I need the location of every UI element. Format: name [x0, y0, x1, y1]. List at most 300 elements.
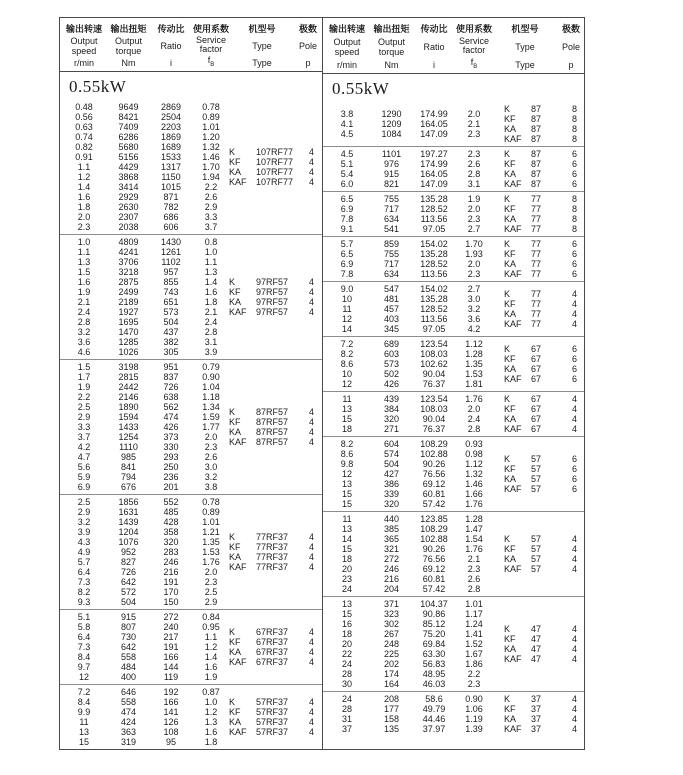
type-model: 57	[531, 474, 542, 484]
output-torque-cell: 204	[383, 584, 400, 594]
output-torque-cell: 730	[120, 632, 137, 642]
output-torque-cell: 1927	[118, 307, 139, 317]
service-factor-cell: 2.8	[467, 424, 481, 434]
type-model: 57	[531, 484, 542, 494]
power-section-label: 0.55kW	[69, 77, 127, 96]
output-speed-cell: 13	[78, 727, 89, 737]
type-model: 77	[531, 309, 542, 319]
power-section-label: 0.55kW	[332, 79, 390, 98]
output-torque-cell: 603	[383, 349, 400, 359]
table-row	[323, 294, 492, 304]
output-torque-cell: 1026	[118, 347, 139, 357]
spec-block	[60, 609, 322, 684]
ratio-cell: 174.99	[420, 109, 448, 119]
table-row	[60, 472, 229, 482]
ratio-cell: 192	[163, 687, 179, 697]
output-torque-cell: 541	[383, 224, 400, 234]
table-row	[323, 574, 492, 584]
table-row	[323, 349, 492, 359]
output-torque-cell: 319	[120, 737, 137, 747]
service-factor-cell: 1.32	[465, 469, 483, 479]
table-row	[60, 222, 229, 232]
output-torque-cell: 1594	[118, 412, 139, 422]
table-row	[323, 304, 492, 314]
type-model: 77RF37	[256, 552, 289, 562]
service-factor-cell: 1.35	[202, 537, 220, 547]
column-header-unit: p	[568, 60, 574, 70]
output-speed-cell: 3.8	[340, 109, 354, 119]
table-row	[60, 527, 229, 537]
ratio-cell: 104.37	[420, 599, 448, 609]
service-factor-cell: 3.1	[204, 337, 218, 347]
type-row	[492, 634, 584, 644]
table-row	[323, 169, 492, 179]
type-row	[492, 104, 584, 114]
column-header-zh: 传动比	[420, 24, 448, 34]
output-torque-cell: 484	[120, 662, 137, 672]
ratio-cell: 320	[163, 537, 179, 547]
pole-cell: 4	[571, 394, 577, 404]
type-prefix: KF	[504, 299, 516, 309]
type-prefix: K	[504, 194, 511, 204]
output-speed-cell: 16	[341, 619, 352, 629]
pole-cell: 4	[308, 427, 314, 437]
ratio-cell: 113.56	[420, 269, 448, 279]
output-speed-cell: 2.4	[77, 307, 91, 317]
type-row	[229, 147, 321, 157]
output-speed-cell: 4.5	[340, 129, 354, 139]
spec-block	[323, 191, 584, 236]
column-header-unit: $f_B$	[207, 55, 215, 68]
type-prefix: KF	[504, 704, 516, 714]
output-torque-cell: 2307	[118, 212, 139, 222]
output-torque-cell: 2929	[118, 192, 139, 202]
type-prefix: KF	[504, 464, 516, 474]
pole-cell: 4	[571, 554, 577, 564]
ratio-cell: 191	[163, 642, 179, 652]
output-torque-cell: 717	[383, 204, 400, 214]
ratio-cell: 76.37	[422, 424, 446, 434]
table-row	[323, 669, 492, 679]
table-row	[60, 697, 229, 707]
pole-cell: 6	[571, 169, 577, 179]
type-model: 77RF37	[256, 562, 289, 572]
column-header-en-line: Ratio	[160, 40, 182, 51]
table-row	[323, 149, 492, 159]
output-speed-cell: 11	[79, 717, 89, 727]
output-speed-cell: 1.5	[77, 362, 91, 372]
table-row	[323, 159, 492, 169]
type-model: 97RF57	[256, 277, 289, 287]
output-torque-cell: 2038	[118, 222, 139, 232]
table-row	[60, 112, 229, 122]
output-torque-cell: 7409	[118, 122, 139, 132]
ratio-cell: 76.56	[422, 469, 446, 479]
right-spec-table	[322, 18, 584, 749]
output-torque-cell: 385	[383, 524, 400, 534]
output-torque-cell: 1204	[118, 527, 139, 537]
table-row	[60, 172, 229, 182]
output-speed-cell: 6.5	[340, 194, 354, 204]
output-speed-cell: 20	[341, 564, 352, 574]
ratio-cell: 1015	[160, 182, 182, 192]
service-factor-cell: 1.4	[204, 277, 218, 287]
service-factor-cell: 2.6	[467, 159, 481, 169]
output-torque-cell: 1101	[381, 149, 402, 159]
output-torque-cell: 1209	[381, 119, 402, 129]
service-factor-cell: 1.76	[465, 499, 483, 509]
type-model: 87	[531, 114, 542, 124]
service-factor-cell: 2.4	[467, 414, 481, 424]
service-factor-cell: 2.5	[204, 587, 218, 597]
ratio-cell: 951	[163, 362, 179, 372]
output-speed-cell: 12	[341, 314, 352, 324]
type-row	[229, 277, 321, 287]
column-header-torque	[108, 22, 149, 68]
ratio-cell: 651	[163, 297, 179, 307]
type-prefix: KAF	[504, 134, 522, 144]
type-prefix: KA	[504, 259, 517, 269]
service-factor-cell: 1.1	[204, 257, 218, 267]
type-prefix: KA	[229, 167, 242, 177]
service-factor-cell: 0.90	[465, 694, 483, 704]
output-torque-cell: 547	[383, 284, 400, 294]
service-factor-cell: 3.0	[204, 462, 218, 472]
spec-block	[323, 236, 584, 281]
output-speed-cell: 9.3	[77, 597, 91, 607]
service-factor-cell: 3.2	[204, 472, 218, 482]
output-torque-cell: 2189	[118, 297, 139, 307]
output-torque-cell: 302	[383, 619, 400, 629]
data-rows	[323, 109, 492, 139]
ratio-cell: 201	[163, 482, 179, 492]
type-model: 77	[531, 249, 542, 259]
type-model: 77	[531, 269, 542, 279]
output-torque-cell: 558	[120, 697, 137, 707]
output-torque-cell: 474	[120, 707, 137, 717]
output-speed-cell: 14	[341, 324, 352, 334]
spec-blocks	[323, 102, 584, 736]
output-speed-cell: 18	[341, 629, 352, 639]
pole-cell: 8	[571, 114, 577, 124]
table-row	[323, 564, 492, 574]
data-rows	[323, 194, 492, 234]
type-row	[492, 724, 584, 734]
service-factor-cell: 1.39	[465, 724, 483, 734]
table-row	[323, 359, 492, 369]
type-model: 67	[531, 354, 542, 364]
ratio-cell: 428	[163, 517, 179, 527]
service-factor-cell: 0.87	[202, 687, 220, 697]
service-factor-cell: 2.8	[467, 169, 481, 179]
service-factor-cell: 2.8	[467, 584, 481, 594]
type-model: 47	[531, 644, 542, 654]
type-prefix: K	[229, 697, 236, 707]
output-torque-cell: 717	[383, 259, 400, 269]
type-model: 77	[531, 214, 542, 224]
type-row	[492, 214, 584, 224]
output-speed-cell: 4.1	[340, 119, 354, 129]
type-model: 67	[531, 404, 542, 414]
pole-cell: 6	[571, 269, 577, 279]
pole-cell: 4	[308, 707, 314, 717]
output-torque-cell: 634	[383, 269, 400, 279]
ratio-cell: 216	[163, 567, 179, 577]
service-factor-cell: 1.01	[202, 517, 220, 527]
output-torque-cell: 424	[120, 717, 137, 727]
ratio-cell: 166	[163, 652, 179, 662]
type-prefix: KA	[504, 124, 517, 134]
output-speed-cell: 0.56	[75, 112, 93, 122]
service-factor-cell: 0.78	[202, 102, 220, 112]
type-row	[492, 644, 584, 654]
table-row	[60, 152, 229, 162]
spec-block	[323, 691, 584, 736]
output-speed-cell: 8.2	[340, 439, 354, 449]
type-row	[492, 169, 584, 179]
output-speed-cell: 7.8	[340, 269, 354, 279]
service-factor-cell: 2.0	[467, 259, 481, 269]
pole-cell: 6	[571, 464, 577, 474]
output-torque-cell: 2146	[118, 392, 139, 402]
column-header-unit: Type	[515, 60, 535, 70]
column-header-en-line: torque	[115, 45, 142, 56]
output-speed-cell: 5.7	[77, 557, 91, 567]
service-factor-cell: 3.3	[204, 212, 218, 222]
type-lines	[492, 289, 584, 329]
pole-cell: 6	[571, 474, 577, 484]
data-rows	[60, 612, 229, 682]
type-row	[492, 194, 584, 204]
service-factor-cell: 1.8	[204, 737, 218, 747]
output-speed-cell: 12	[78, 672, 89, 682]
service-factor-cell: 1.2	[204, 642, 218, 652]
output-speed-cell: 13	[341, 404, 352, 414]
output-speed-cell: 5.1	[77, 612, 91, 622]
type-prefix: KF	[229, 157, 241, 167]
table-row	[323, 449, 492, 459]
service-factor-cell: 1.12	[465, 459, 483, 469]
pole-cell: 4	[308, 307, 314, 317]
output-speed-cell: 6.4	[77, 567, 91, 577]
column-header-zh: 输出扭矩	[110, 24, 147, 34]
type-row	[229, 407, 321, 417]
type-prefix: KF	[504, 159, 516, 169]
table-row	[323, 404, 492, 414]
service-factor-cell: 1.19	[465, 714, 483, 724]
table-row	[60, 717, 229, 727]
table-row	[323, 324, 492, 334]
type-model: 77	[531, 194, 542, 204]
column-header-unit: i	[170, 58, 172, 68]
pole-cell: 4	[571, 289, 577, 299]
table-row	[323, 469, 492, 479]
ratio-cell: 170	[163, 587, 179, 597]
type-model: 107RF77	[256, 167, 294, 177]
type-model: 67	[531, 344, 542, 354]
output-speed-cell: 14	[341, 534, 352, 544]
service-factor-cell: 1.18	[202, 392, 220, 402]
table-row	[323, 554, 492, 564]
ratio-cell: 1150	[161, 172, 181, 182]
pole-cell: 4	[308, 277, 314, 287]
type-row	[492, 259, 584, 269]
service-factor-cell: 0.84	[202, 612, 220, 622]
table-row	[323, 259, 492, 269]
type-model: 77	[531, 319, 542, 329]
service-factor-cell: 2.2	[204, 182, 218, 192]
service-factor-cell: 1.66	[465, 489, 483, 499]
column-header-zh: 输出转速	[328, 24, 365, 34]
pole-cell: 4	[571, 319, 577, 329]
type-prefix: K	[504, 694, 511, 704]
output-torque-cell: 8421	[118, 112, 139, 122]
service-factor-cell: 1.81	[465, 379, 483, 389]
output-speed-cell: 13	[341, 479, 352, 489]
column-header-zh: 输出扭矩	[373, 24, 410, 34]
spec-block	[60, 100, 322, 234]
table-row	[323, 424, 492, 434]
column-header-en	[115, 37, 142, 56]
type-prefix: K	[504, 534, 511, 544]
table-row	[60, 517, 229, 527]
type-model: 87	[531, 179, 542, 189]
service-factor-cell: 2.0	[204, 567, 218, 577]
table-row	[60, 132, 229, 142]
output-torque-cell: 504	[120, 597, 137, 607]
service-factor-cell: 1.47	[465, 524, 483, 534]
data-rows	[323, 514, 492, 594]
pole-cell: 4	[308, 717, 314, 727]
output-torque-cell: 755	[383, 194, 400, 204]
output-torque-cell: 3198	[118, 362, 139, 372]
type-prefix: KAF	[229, 177, 247, 187]
column-header-en	[160, 42, 181, 52]
column-header-en-line: Type	[515, 41, 535, 52]
service-factor-cell: 3.7	[204, 222, 218, 232]
ratio-cell: 108	[163, 727, 179, 737]
ratio-cell: 855	[163, 277, 179, 287]
type-model: 87	[531, 104, 542, 114]
table-row	[60, 347, 229, 357]
output-torque-cell: 386	[383, 479, 400, 489]
type-row	[492, 394, 584, 404]
table-row	[60, 327, 229, 337]
service-factor-cell: 1.35	[465, 359, 483, 369]
type-row	[229, 707, 321, 717]
type-row	[492, 564, 584, 574]
column-header-type	[492, 22, 558, 70]
service-factor-cell: 2.6	[204, 192, 218, 202]
service-factor-cell: 1.3	[204, 267, 218, 277]
table-row	[323, 179, 492, 189]
output-torque-cell: 3706	[118, 257, 139, 267]
type-prefix: K	[229, 532, 236, 542]
output-torque-cell: 794	[120, 472, 137, 482]
service-factor-cell: 1.04	[202, 382, 220, 392]
ratio-cell: 76.37	[422, 379, 446, 389]
table-row	[60, 497, 229, 507]
type-prefix: K	[229, 627, 236, 637]
ratio-cell: 164.05	[420, 169, 448, 179]
output-speed-cell: 1.6	[77, 277, 91, 287]
ratio-cell: 113.56	[420, 214, 448, 224]
column-header-en-line: Output	[114, 36, 143, 46]
type-row	[229, 637, 321, 647]
ratio-cell: 837	[163, 372, 179, 382]
pole-cell: 4	[571, 404, 577, 414]
spec-block	[60, 494, 322, 609]
data-rows	[60, 687, 229, 747]
ratio-cell: 782	[163, 202, 179, 212]
ratio-cell: 240	[163, 622, 179, 632]
table-row	[60, 537, 229, 547]
type-row	[229, 657, 321, 667]
type-prefix: KF	[229, 542, 241, 552]
table-row	[60, 727, 229, 737]
pole-cell: 4	[308, 562, 314, 572]
service-factor-cell: 2.1	[204, 307, 218, 317]
output-speed-cell: 4.3	[77, 537, 91, 547]
output-torque-cell: 952	[120, 547, 137, 557]
type-prefix: KF	[229, 287, 241, 297]
type-row	[492, 354, 584, 364]
service-factor-cell: 3.0	[467, 294, 481, 304]
output-speed-cell: 18	[341, 424, 352, 434]
output-torque-cell: 440	[383, 514, 400, 524]
ratio-cell: 69.84	[422, 639, 446, 649]
type-model: 67	[531, 414, 542, 424]
output-speed-cell: 1.8	[77, 202, 91, 212]
service-factor-cell: 1.34	[202, 402, 220, 412]
table-body	[60, 72, 322, 749]
type-prefix: KAF	[504, 564, 522, 574]
type-prefix: KAF	[504, 724, 522, 734]
data-rows	[60, 237, 229, 357]
output-speed-cell: 2.9	[77, 507, 91, 517]
table-row	[323, 659, 492, 669]
ratio-cell: 150	[163, 597, 179, 607]
table-row	[60, 442, 229, 452]
pole-cell: 4	[571, 414, 577, 424]
output-speed-cell: 24	[341, 694, 352, 704]
table-row	[323, 489, 492, 499]
type-model: 67	[531, 374, 542, 384]
output-speed-cell: 2.2	[77, 392, 91, 402]
pole-cell: 8	[571, 214, 577, 224]
ratio-cell: 166	[163, 697, 179, 707]
table-row	[60, 632, 229, 642]
spec-block	[323, 511, 584, 596]
type-row	[492, 309, 584, 319]
output-speed-cell: 1.9	[77, 287, 91, 297]
type-prefix: KAF	[504, 374, 522, 384]
output-speed-cell: 1.7	[77, 372, 91, 382]
output-torque-cell: 2875	[118, 277, 139, 287]
service-factor-cell: 1.01	[465, 599, 483, 609]
table-row	[323, 269, 492, 279]
type-lines	[229, 407, 321, 447]
column-header-en-line: Output	[377, 37, 406, 47]
ratio-cell: 63.30	[422, 649, 446, 659]
spec-blocks	[60, 100, 322, 749]
type-model: 67	[531, 424, 542, 434]
type-row	[492, 404, 584, 414]
output-torque-cell: 2499	[118, 287, 139, 297]
output-torque-cell: 502	[383, 369, 400, 379]
type-model: 77	[531, 204, 542, 214]
output-torque-cell: 248	[383, 639, 400, 649]
